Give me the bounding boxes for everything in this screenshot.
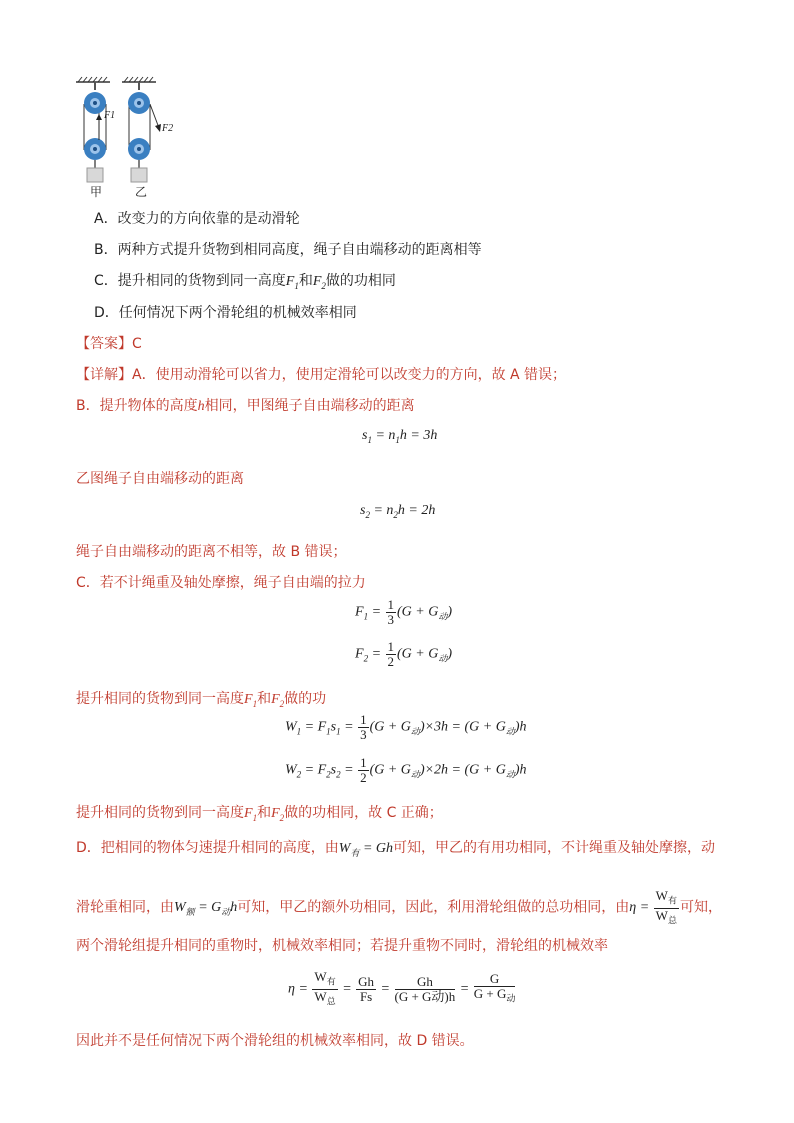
detail-d-line2: 滑轮重相同，由$W_额 = G_动h$可知，甲乙的额外功相同，因此，利用滑轮组做的总功相同，由η = $\frac{W_有}{W_总}$ 可知，	[76, 888, 722, 926]
detail-c-work: 提升相同的货物到同一高度$F_1$和$F_2$做的功	[76, 691, 327, 709]
option-c: C．提升相同的货物到同一高度$F_1$和$F_2$做的功相同	[94, 273, 396, 291]
equation-w2: $W_2 = F_2s_2$ = $\frac{1}{2}$ $(G + G_动)\times 2h = (G + G_动)h$	[285, 755, 527, 785]
detail-c-work-pre: 提升相同的货物到同一高度	[76, 691, 244, 707]
equation-eta: η = $\frac{W_有}{W_总}$ = $\frac{Gh}{Fs}$ = $\frac{Gh}{\text{(G + G动)h}}$ = $\frac{G}{G + G_动}$	[288, 969, 516, 1007]
ceiling-jia	[76, 77, 110, 82]
detail-d-line1: D．把相同的物体匀速提升相同的高度，由$W_有 = Gh$可知，甲乙的有用功相同，不计绳重及轴处摩擦，动	[76, 840, 716, 858]
option-a: A．改变力的方向依靠的是动滑轮	[94, 211, 300, 227]
detail-c-conclusion: 提升相同的货物到同一高度$F_1$和$F_2$做的功相同，故 C 正确；	[76, 805, 443, 823]
detail-c-concl-post: 做的功相同，故 C 正确；	[284, 805, 443, 821]
detail-a-text: A．使用动滑轮可以省力，使用定滑轮可以改变力的方向，故 A 错误；	[132, 367, 567, 383]
option-d: D．任何情况下两个滑轮组的机械效率相同	[94, 305, 357, 321]
equation-s1: $s_1 = n_1h = 3h$	[362, 428, 438, 445]
option-c-text: C．提升相同的货物到同一高度	[94, 273, 286, 289]
option-c-tail: 做的功相同	[325, 273, 396, 289]
detail-d-conclusion: 因此并不是任何情况下两个滑轮组的机械效率相同，故 D 错误。	[76, 1033, 474, 1049]
detail-a	[76, 364, 566, 384]
figure-label-jia: 甲	[90, 185, 103, 199]
force-label-f1: F1	[104, 110, 116, 121]
answer-tag: 【答案】	[76, 336, 132, 352]
detail-c-concl-pre: 提升相同的货物到同一高度	[76, 805, 244, 821]
detail-b: B．提升物体的高度h相同，甲图绳子自由端移动的距离	[76, 398, 415, 414]
detail-c-work-post: 做的功	[284, 691, 327, 707]
detail-tag: 【详解】	[76, 367, 132, 383]
detail-b-pre: B．提升物体的高度	[76, 398, 198, 414]
detail-d-line2c: 可知，	[679, 899, 722, 916]
load-jia	[87, 168, 103, 182]
detail-d-line2a: 滑轮重相同，由	[76, 899, 174, 916]
force-label-f2: F2	[162, 123, 174, 134]
equation-s2: $s_2 = n_2h = 2h$	[360, 503, 436, 520]
pulley-figure	[74, 76, 184, 196]
detail-b-post: 相同，甲图绳子自由端移动的距离	[204, 398, 415, 414]
detail-b-line2: 乙图绳子自由端移动的距离	[76, 471, 244, 487]
detail-d-line1-post: 可知，甲乙的有用功相同，不计绳重及轴处摩擦，动	[393, 840, 716, 856]
equation-w1: $W_1 = F_1s_1$ = $\frac{1}{3}$ $(G + G_动)\times 3h = (G + G_动)h$	[285, 712, 527, 742]
option-b: B．两种方式提升货物到相同高度，绳子自由端移动的距离相等	[94, 242, 482, 258]
answer-value: C	[132, 336, 142, 352]
detail-c: C．若不计绳重及轴处摩擦，绳子自由端的拉力	[76, 575, 366, 591]
figure-label-yi: 乙	[135, 185, 148, 199]
equation-f1: $F_1$ = $\frac{1}{3}$ $(G + G_动)$	[355, 597, 453, 627]
detail-d-line2b: 可知，甲乙的额外功相同，因此，利用滑轮组做的总功相同，由	[237, 899, 630, 916]
equation-f2: $F_2$ = $\frac{1}{2}$ $(G + G_动)$	[355, 639, 453, 669]
detail-b-conclusion: 绳子自由端移动的距离不相等，故 B 错误；	[76, 544, 347, 560]
load-yi	[131, 168, 147, 182]
answer	[76, 333, 142, 353]
ceiling-yi	[122, 77, 156, 82]
detail-d-line1-pre: D．把相同的物体匀速提升相同的高度，由	[76, 840, 339, 856]
detail-d-line3: 两个滑轮组提升相同的重物时，机械效率相同；若提升重物不同时，滑轮组的机械效率	[76, 938, 608, 954]
